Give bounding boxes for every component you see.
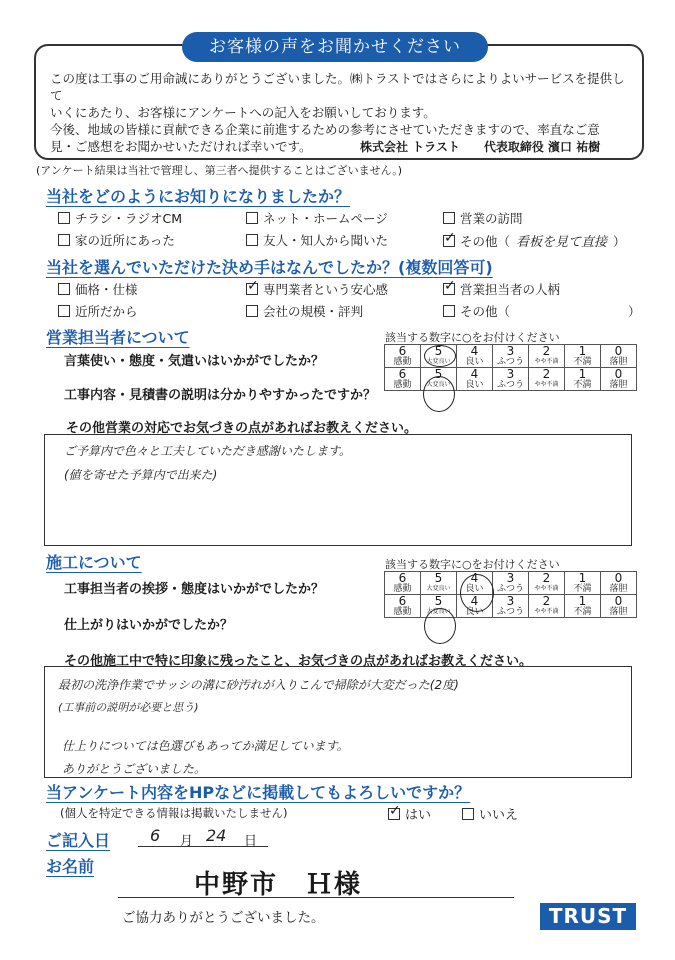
q1-other-answer: 看板を見て直接 — [516, 235, 608, 250]
checkbox[interactable] — [443, 305, 455, 317]
rating-cell[interactable]: 1 不満 — [565, 572, 601, 595]
checkbox[interactable] — [246, 305, 258, 317]
rating-row-finish — [385, 595, 637, 618]
q1-option-0[interactable]: チラシ・ラジオCM — [58, 209, 182, 227]
publish-note: (個人を特定できる情報は掲載いたしません) — [60, 806, 288, 820]
checkbox-checked[interactable] — [443, 235, 455, 247]
date-day-value[interactable]: 24 — [206, 826, 227, 845]
date-month-value[interactable]: 6 — [150, 826, 161, 845]
q2-option-5[interactable]: その他（ ） — [443, 302, 641, 320]
survey-banner: お客様の声をお聞かせください — [182, 32, 488, 62]
date-label: ご記入日 — [46, 831, 111, 850]
date-month-unit: 月 — [180, 834, 194, 849]
construction-comment-line-1: (工事前の説明が必要と思う) — [58, 701, 199, 714]
rating-cell[interactable]: 4 良い — [457, 595, 493, 618]
scale-instruction-2: 該当する数字に○をお付けください — [385, 558, 560, 571]
construction-finish-selection-circle — [424, 608, 456, 644]
construction-comment-line-0: 最初の洗浄作業でサッシの溝に砂汚れが入りこんで掃除が大変だった(2度) — [58, 678, 459, 692]
name-label: お名前 — [46, 857, 95, 876]
rating-cell[interactable]: 0 落胆 — [601, 595, 637, 618]
rating-cell[interactable]: 3 ふつう — [493, 572, 529, 595]
rating-cell[interactable]: 3 ふつう — [493, 368, 529, 391]
checkbox[interactable] — [462, 808, 474, 820]
checkbox[interactable] — [443, 212, 455, 224]
trust-logo: TRUST — [540, 903, 636, 930]
rating-cell[interactable]: 2 やや不満 — [529, 345, 565, 368]
rating-cell[interactable]: 4 良い — [457, 345, 493, 368]
construction-greeting-selection-circle — [460, 574, 494, 612]
rating-cell[interactable]: 6 感動 — [385, 595, 421, 618]
rating-row-manner — [385, 345, 637, 368]
sales-title: 営業担当者について — [46, 328, 190, 347]
q1-option-4[interactable]: 友人・知人から聞いた — [246, 231, 388, 249]
rating-cell[interactable]: 2 やや不満 — [529, 595, 565, 618]
publish-yes-option[interactable]: ✓ はい — [388, 804, 431, 823]
rating-cell[interactable]: 2 やや不満 — [529, 572, 565, 595]
q2-option-1[interactable]: ✓ 専門業者という安心感 — [246, 280, 388, 298]
q1-option-2[interactable]: 営業の訪問 — [443, 209, 523, 227]
construction-q-greeting: 工事担当者の挨拶・態度はいかがでしたか？ — [64, 582, 325, 597]
checkbox[interactable] — [246, 212, 258, 224]
construction-rating-table — [384, 571, 637, 618]
rating-cell[interactable]: 6 感動 — [385, 572, 421, 595]
rating-cell[interactable]: 3 ふつう — [493, 595, 529, 618]
customer-name[interactable]: 中野市 Ｈ様 — [194, 870, 363, 900]
intro-text: この度は工事のご用命誠にありがとうございました。㈱トラストではさらによりよいサービスを提供して いくにあたり、お客様にアンケートへの記入をお願いしております。 今後、地域の皆様に貢献できる企業に前進するための参考にさせていただきますので、率直なご意 見・ご感想をお聞かせいただければ幸いです。 — [50, 71, 625, 154]
q2-title: 当社を選んでいただけた決め手はなんでしたか？(複数回答可) — [46, 258, 493, 277]
sales-manner-selection-circle — [424, 345, 456, 367]
checkbox[interactable] — [58, 305, 70, 317]
sales-explain-selection-circle — [423, 376, 455, 412]
thanks-text: ご協力ありがとうございました。 — [122, 910, 325, 926]
rating-cell[interactable]: 1 不満 — [565, 345, 601, 368]
publish-title: 当アンケート内容をHPなどに掲載してもよろしいですか？ — [46, 783, 471, 802]
rating-row-explain — [385, 368, 637, 391]
rating-cell[interactable]: 1 不満 — [565, 368, 601, 391]
date-day-unit: 日 — [244, 834, 258, 849]
construction-q-finish: 仕上がりはいかがでしたか？ — [64, 618, 234, 633]
q2-option-2[interactable]: ✓ 営業担当者の人柄 — [443, 280, 560, 298]
representative: 代表取締役 濱口 祐樹 — [483, 140, 601, 154]
construction-comment-line-2: 仕上りについては色選びもあってか満足しています。 — [62, 739, 349, 753]
construction-title: 施工について — [46, 553, 142, 572]
rating-cell[interactable]: 1 不満 — [565, 595, 601, 618]
rating-cell[interactable]: 0 落胆 — [601, 368, 637, 391]
rating-cell[interactable]: 6 感動 — [385, 368, 421, 391]
checkbox[interactable] — [58, 234, 70, 246]
rating-row-greeting — [385, 572, 637, 595]
sales-comment-prompt: その他営業の対応でお気づきの点があればお教えください。 — [66, 421, 418, 436]
rating-cell[interactable]: 6 感動 — [385, 345, 421, 368]
rating-cell[interactable]: 2 やや不満 — [529, 368, 565, 391]
rating-cell[interactable]: 5 大変良い — [421, 345, 457, 368]
publish-no-option[interactable]: いいえ — [462, 804, 518, 823]
checkbox[interactable] — [58, 212, 70, 224]
checkbox[interactable] — [246, 234, 258, 246]
sales-q-explain: 工事内容・見積書の説明は分かりやすかったですか？ — [64, 388, 377, 403]
sales-comment-line-0: ご予算内で色々と工夫していただき感謝いたします。 — [64, 444, 352, 458]
q1-option-1[interactable]: ネット・ホームページ — [246, 209, 388, 227]
construction-comment-prompt: その他施工中で特に印象に残ったこと、お気づきの点があればお教えください。 — [64, 654, 533, 669]
checkbox-checked[interactable] — [443, 283, 455, 295]
rating-cell[interactable]: 5 大変良い — [421, 572, 457, 595]
signature — [360, 138, 600, 155]
name-underline — [118, 897, 514, 898]
checkbox[interactable] — [58, 283, 70, 295]
q2-option-3[interactable]: 近所だから — [58, 302, 138, 320]
rating-cell[interactable]: 5 大変良い — [421, 595, 457, 618]
sales-comment-line-1: (値を寄せた予算内で出来た) — [64, 468, 218, 482]
sales-rating-table — [384, 344, 637, 391]
rating-cell[interactable]: 4 良い — [457, 368, 493, 391]
q2-option-4[interactable]: 会社の規模・評判 — [246, 302, 363, 320]
rating-cell[interactable]: 4 良い — [457, 572, 493, 595]
rating-cell[interactable]: 0 落胆 — [601, 572, 637, 595]
privacy-note: (アンケート結果は当社で管理し、第三者へ提供することはございません。) — [36, 164, 403, 177]
q1-option-5[interactable]: ✓ その他（ 看板を見て直接 ） — [443, 231, 626, 250]
rating-cell[interactable]: 0 落胆 — [601, 345, 637, 368]
company-name: 株式会社 トラスト — [360, 140, 460, 154]
q1-option-3[interactable]: 家の近所にあった — [58, 231, 175, 249]
q1-title: 当社をどのようにお知りになりましたか？ — [46, 187, 351, 206]
rating-cell[interactable]: 5 大変良い — [421, 368, 457, 391]
scale-instruction: 該当する数字に○をお付けください — [385, 331, 560, 344]
q2-option-0[interactable]: 価格・仕様 — [58, 280, 138, 298]
checkbox-checked[interactable] — [246, 283, 258, 295]
checkbox-checked[interactable] — [388, 808, 400, 820]
sales-q-manner: 言葉使い・態度・気遣いはいかがでしたか？ — [64, 354, 325, 369]
rating-cell[interactable]: 3 ふつう — [493, 345, 529, 368]
construction-comment-line-3: ありがとうございました。 — [62, 762, 207, 776]
